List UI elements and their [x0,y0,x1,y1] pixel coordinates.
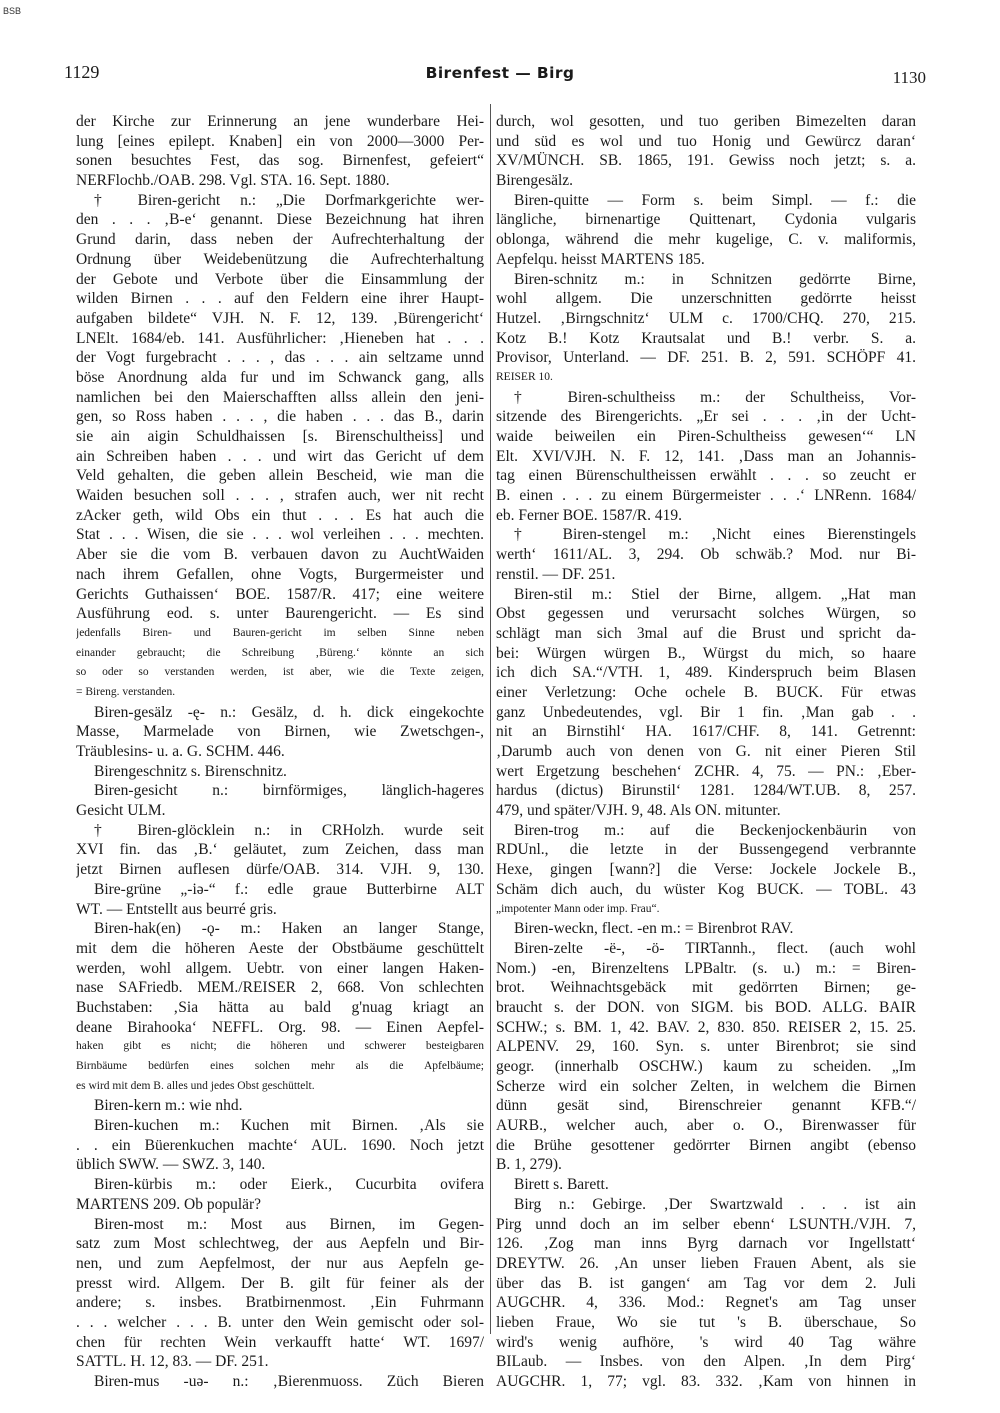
text-line: 479, und später/VJH. 9, 48. Als ON. mitunter. [496,802,781,820]
text-line: DREYTW. 26. ‚An unser lieben Frauen Abent, als sie [496,1254,916,1272]
text-line: Biren-weckn, flect. -en m.: = Birenbrot RAV. [514,920,794,938]
text-line: einer Verletzung: Oche ochele B. BUCK. Für etwas [496,683,916,701]
text-line: der Gebote und Verbote über die Einsammlung der [76,270,484,288]
text-line: der Vogt furgebracht . . . , das . . . ain seltzame unnd [76,349,484,367]
text-line: presst wird. Allgem. Der B. gilt für feiner als der [76,1274,484,1292]
text-line: es wird mit dem B. alles und jedes Obst geschüttelt. [76,1079,315,1092]
text-line: wilden Birnen . . . auf den Feldern eine ihrer Haupt- [76,290,484,308]
text-line: Scherze wird ein solcher Zelten, in welchem die Birnen [496,1077,916,1095]
text-line: lieben Fraue, Wo sie tut 's B. überschaue, So [496,1313,916,1331]
text-line: nase SAFriedb. MEM./REISER 2, 668. Von schlechten [76,979,484,997]
running-head: Birenfest — Birg [425,64,575,82]
text-line: oblonga, während die mehr kugelige, C. v. maliformis, [496,231,916,249]
text-line: NERFlochb./OAB. 298. Vgl. STA. 16. Sept. 1880. [76,172,390,190]
text-line: der Kirche zur Erinnerung an jene wunderbare Hei- [76,113,484,130]
text-line: zAcker geth, wild Obs ein thut . . . Es hat auch die [76,506,484,524]
column-divider [490,104,491,1334]
text-line: Biren-hak(en) -ǫ- m.: Haken an langer Stange, [94,920,484,938]
text-line: Masse, Marmelade von Birnen, wie Zwetschgen-, [76,723,484,741]
text-line: namlichen bei den Maierschafften allss allein den jeni- [76,388,484,406]
text-line: satz zum Most schlechtweg, der aus Aepfeln und Bir- [76,1235,484,1253]
text-line: wert Ergetzung beschehen‘ ZCHR. 4, 75. — PN.: ‚Eber- [496,762,916,780]
text-line: Kotz B.! Kotz Krautsalat und B.! verbr. S. a. [496,329,916,347]
text-line: B. einen . . . zu einem Bürgermeister . . .‘ LNRenn. 1684/ [496,487,916,505]
text-line: längliche, birnenartige Quittenart, Cydonia vulgaris [496,211,916,229]
text-line: Biren-gesicht n.: birnförmiges, länglich-hageres [94,782,484,800]
text-line: Biren-most m.: Most aus Birnen, im Gegen- [94,1215,484,1233]
text-line: ganz Unbedeutendes, vgl. Bir 1 fin. ‚Man gab . . [496,703,916,721]
left-page-number: 1129 [64,62,100,82]
text-line: ALPENV. 29, 160. Syn. s. unter Birenbrot; sie sind [496,1038,916,1056]
text-line: Ausführung eod. s. unter Baurengericht. — Es sind [76,605,484,623]
text-line: Hexe, gingen [wann?] die Verse: Jockele Jockele B., [496,861,916,879]
text-line: ich dich SA.“/VTH. 1, 489. Kinderspruch beim Blasen [496,664,916,682]
text-line: Träublesins- u. a. G. SCHM. 446. [76,743,285,760]
text-line: tag einen Bürenschultheissen erwählt . . . so zeucht er [496,467,916,485]
text-line: Birengesälz. [496,172,574,190]
text-line: den . . . ‚B-e‘ genannt. Diese Bezeichnung hat ihren [76,211,484,229]
text-line: Biren-stil m.: Stiel der Birne, allgem. „Hat man [514,585,916,603]
text-line: ain Schreiben haben . . . und wirt das Gericht uf dem [76,447,484,465]
text-line: Obst gegessen und verursacht solches Würgen, so [496,605,916,623]
text-line: . . . welcher . . . B. unter den Wein gemischt oder sol- [76,1313,484,1331]
text-line: Gesicht ULM. [76,802,166,820]
text-line: Hutzel. ‚Birngschnitz‘ ULM c. 1700/CHQ. 270, 215. [496,309,916,327]
text-line: XV/MÜNCH. SB. 1865, 191. Gewiss noch jetzt; s. a. [496,152,916,170]
library-stamp: BSB [3,6,22,16]
page-header [0,62,1000,88]
text-line: † Biren-gericht n.: „Die Dorfmarkgerichte wer- [94,191,484,209]
text-line: WT. — Entstellt aus beurré gris. [76,900,277,918]
text-line: üblich SWW. — SWZ. 3, 140. [76,1156,266,1174]
text-line: RDUnl., die letzte in der Bussengegend verbrannte [496,841,916,859]
text-line: die Brühe gesottener gedörrter Birnen angibt (ebenso [496,1136,916,1154]
text-line: Birett s. Barett. [514,1176,609,1194]
text-line: Biren-kürbis m.: oder Eierk., Cucurbita ovifera [94,1176,484,1194]
text-line: Ordnung über Weidebenützung die Aufrechterhaltung [76,250,484,268]
text-line: deane Birahooka‘ NEFFL. Org. 98. — Einen Aepfel- [76,1018,484,1036]
text-line: ‚Darumb auch von denen von G. nit einer Pieren Stil [496,743,916,760]
text-line: andere; s. insbes. Bratbirnenmost. ‚Ein Fuhrmann [76,1294,484,1312]
text-line: Elt. XVI/VJH. N. F. 12, 141. ‚Dass man an Johannis- [496,447,916,465]
text-line: nen, und zum Aepfelmost, der nur aus Aepfeln ge- [76,1254,484,1272]
text-line: AUGCHR. 4, 336. Mod.: Regnet's am Tag unser [496,1294,916,1312]
text-line: Biren-gesälz -ę- n.: Gesälz, d. h. dick eingekochte [94,703,484,721]
text-line: Gerichts Guthaissen‘ BOE. 1587/R. 417; eine weitere [76,585,484,603]
text-line: einander gebraucht; die Schreibung ‚Büreng.‘ könnte an sich [76,646,484,659]
text-line: AUGCHR. 1, 77; vgl. 83. 332. ‚Kam von hinnen in [496,1373,916,1390]
text-line: Schäm dich auch, du wüster Kog BUCK. — TOBL. 43 [496,880,916,898]
text-line: Stat . . . Wisen, die sie . . . wol verleihen . . . mechten. [76,526,484,544]
text-line: sonen besuchtes Fest, das sog. Birnenfest, gefeiert“ [76,152,484,170]
right-page-number: 1130 [892,68,926,87]
text-line: AURB., welcher auch, aber o. O., Birenwasser für [496,1117,916,1135]
text-line: nit an Birnstihl‘ HA. 1617/CHF. 8, 141. Getrennt: [496,723,916,741]
text-line: SCHW.; s. BM. 1, 42. BAV. 2, 830. 850. REISER 2, 15. 25. [496,1018,916,1036]
text-line: renstil. — DF. 251. [496,565,616,583]
text-line: gen, so Ross haben . . . , die haben . . . das B., darin [76,408,484,426]
text-line: Biren-schnitz m.: in Schnitzen gedörrte Birne, [514,270,916,288]
text-line: werth‘ 1611/AL. 3, 294. Ob schwäb.? Mod. nur Bi- [496,546,916,564]
text-line: Bire-grüne „-iə-“ f.: edle graue Butterbirne ALT [94,880,484,898]
text-line: Birg n.: Gebirge. ‚Der Swartzwald . . . ist ain [514,1195,916,1213]
text-line: † Biren-stengel m.: ‚Nicht eines Bierenstingels [514,526,916,544]
text-line: jetzt Birnen auflesen dürfe/OAB. 314. VJH. 9, 130. [76,861,484,879]
text-line: LNElt. 1684/eb. 141. Ausführlicher: ‚Hieneben hat . . . [76,329,484,347]
text-line: braucht s. der DON. von SIGM. bis BOD. ALLG. BAIR [496,998,916,1016]
text-line: waide beiweilen ein Piren-Schultheiss gewesen‘“ LN [496,428,916,445]
right-column [496,112,916,1392]
left-column [76,112,484,1392]
text-line: eb. Ferner BOE. 1587/R. 419. [496,506,682,524]
text-line: wird's wenig aufhöre, 's wird 40 Tag währe [496,1333,916,1351]
text-line: schlägt man sich 3mal auf die Brust und spricht da- [496,624,916,642]
text-line: † Biren-schultheiss m.: der Schultheiss, Vor- [514,388,916,406]
text-line: BILaub. — Insbes. von den Alpen. ‚In dem Pirg‘ [496,1353,916,1371]
text-line: Biren-zelte -ë-, -ö- TIRTannh., flect. (auch wohl [514,939,916,957]
text-line: Biren-trog m.: auf die Beckenjockenbäurin von [514,821,916,839]
text-line: Provisor, Unterland. — DF. 251. B. 2, 591. SCHÖPF 41. [496,349,916,367]
text-line: . . ein Büerenkuchen machte‘ AUL. 1690. Noch jetzt [76,1136,484,1154]
text-line: Biren-kern m.: wie nhd. [94,1097,243,1115]
text-line: werden, wohl allgem. Uebtr. von einer langen Haken- [76,959,484,977]
text-line: böse Anordnung alda fur und im Schwanck gang, alls [76,368,484,386]
text-line: dünn gesät sind, Birenschreier genannt KFB.“/ [496,1097,916,1115]
text-line: jedenfalls Biren- und Bauren-gericht im selben Sinne neben [76,626,484,639]
text-line: Aepfelqu. heisst MARTENS 185. [496,250,705,268]
text-line: brot. Weihnachtsgebäck mit gedörrten Birnen; ge- [496,979,916,997]
text-line: SATTL. H. 12, 83. — DF. 251. [76,1353,269,1371]
text-line: † Biren-glöcklein n.: in CRHolzh. wurde seit [94,821,484,839]
text-line: Birnbäume bedürfen eines solchen mehr als die Apfelbäume; [76,1060,484,1072]
text-line: bei: Würgen würgen B., Würgst du mich, so haare [496,644,916,662]
text-line: 126. ‚Zog man inns Byrg darnach vor Ingellstatt‘ [496,1235,916,1253]
text-line: hardus (dictus) Birunstil‘ 1281. 1284/WT.UB. 8, 257. [496,782,916,800]
text-line: chen für rechten Wein verkaufft hatte‘ WT. 1697/ [76,1333,484,1351]
text-line: Biren-quitte — Form s. beim Simpl. — f.: die [514,191,916,209]
text-line: Biren-kuchen m.: Kuchen mit Birnen. ‚Als sie [94,1117,484,1135]
text-line: B. 1, 279). [496,1156,562,1174]
text-line: XVI fin. das ‚B.‘ geläutet, zum Zeichen, dass man [76,841,484,859]
text-line: und süd es wol und tuo Honig und Gewürcz daran‘ [496,132,916,150]
text-line: wohl allgem. Die unzerschnitten gedörrte heisst [496,290,916,308]
text-line: nach ihrem Gefallen, ohne Vogts, Burgermeister und [76,565,484,583]
text-line: Nom.) -en, Birenzeltens LPBaltr. (s. u.) m.: = Biren- [496,959,916,977]
text-line: Pirg unnd doch an im selber ebenn‘ LSUNTH./VJH. 7, [496,1215,916,1233]
text-line: mit dem die höheren Aeste der Obstbäume geschüttelt [76,939,484,957]
text-line: Birengeschnitz s. Birenschnitz. [94,762,287,780]
text-line: Aber sie die vom B. verbauen davon zu AuchtWaiden [76,546,484,564]
text-line: geogr. (innerhalb OSCHW.) kaum zu scheiden. „Im [496,1058,916,1075]
text-line: sie ain aigin Schuldhaissen [s. Birenschultheiss] und [76,428,484,445]
text-line: Grund darin, dass neben der Aufrechterhaltung der [76,231,484,249]
text-line: sitzende des Birengerichts. „Er sei . . . ‚in der Ucht- [496,408,916,426]
text-line: lung [eines epilept. Knaben] ein von 2000—3000 Per- [76,132,484,150]
text-line: MARTENS 209. Ob populär? [76,1195,262,1213]
text-line: = Bireng. verstanden. [76,685,176,698]
text-line: Biren-mus -uə- n.: ‚Bierenmuoss. Züch Bieren [94,1373,484,1390]
text-line: so oder so verstanden werden, ist aber, wie die Texte zeigen, [76,666,484,679]
text-line: Waiden besuchen soll . . . , strafen auch, wer nit recht [76,487,484,505]
text-line: aufgaben bildete“ VJH. N. F. 12, 139. ‚Bürengericht‘ [76,309,484,327]
text-line: Buchstaben: ‚Sia hätta au bald g'nuag kriagt an [76,998,484,1016]
text-line: „impotenter Mann oder imp. Frau“. [496,902,660,915]
text-line: über das B. ist gangen‘ am Tag vor dem 2. Juli [496,1274,916,1292]
text-line: Veld gehalten, die geben allein Bescheid, wie man die [76,467,484,485]
text-line: haken gibt es nicht; die höheren und schwerer besteigbaren [76,1040,484,1053]
text-line: durch, wol gesotten, und tuo geriben Bimezelten daran [496,113,916,130]
text-line: REISER 10. [496,370,553,383]
